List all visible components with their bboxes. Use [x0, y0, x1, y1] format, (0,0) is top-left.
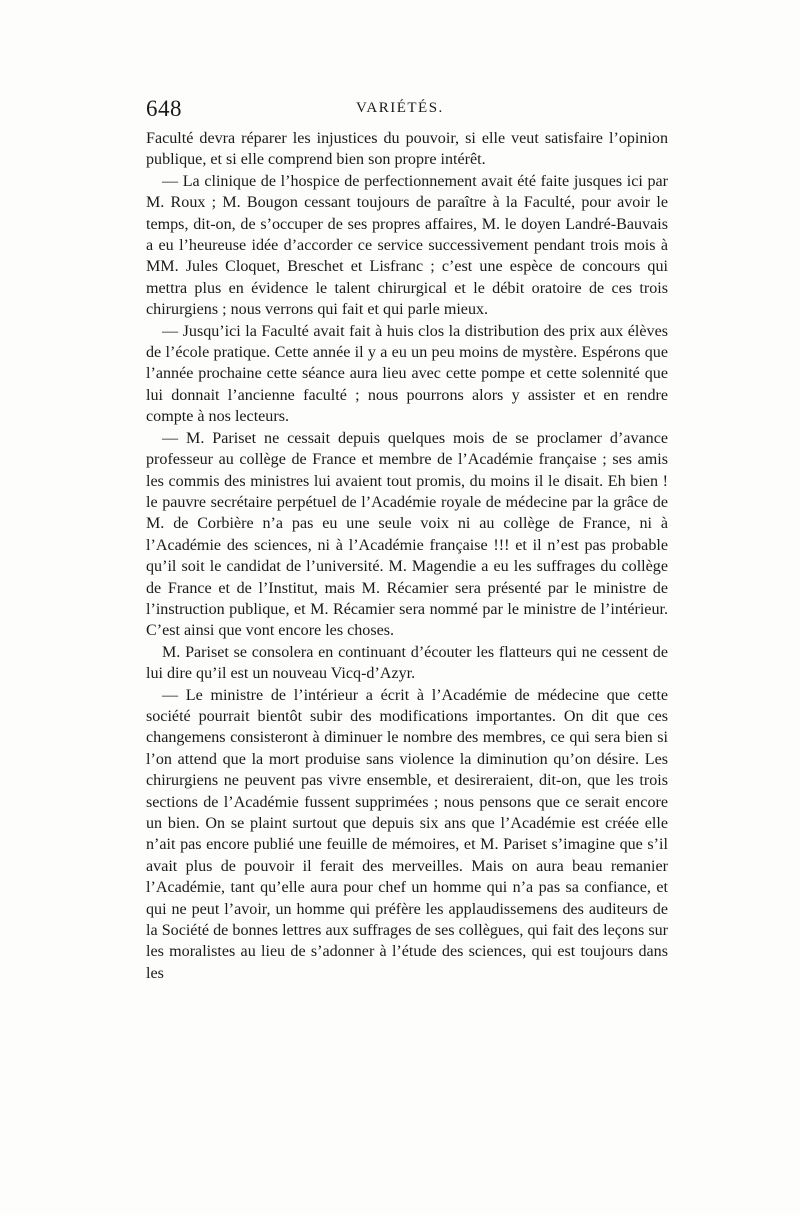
paragraph-pariset-consolera: M. Pariset se consolera en continuant d’écouter les flatteurs qui ne cessent de lui dire qu’il est un nouveau Vicq-d’Azyr. — [146, 643, 668, 683]
paragraph-distribution-prix: — Jusqu’ici la Faculté avait fait à huis clos la distribution des prix aux élèves de l’école pratique. Cette année il y a eu un peu moins de mystère. Espérons que l’année prochaine cette séance aura lieu avec cette pompe et cette solennité que lui donnait l’ancienne faculté ; nous pourrons alors y assister et en rendre compte à nos lecteurs. — [146, 322, 668, 426]
running-head: VARIÉTÉS. — [356, 100, 444, 116]
page-header — [146, 96, 670, 124]
paragraph-ministre-academie: — Le ministre de l’intérieur a écrit à l’Académie de médecine que cette société pourrait bientôt subir des modifications importantes. On dit que ces changemens consisteront à diminuer le nombre des membres, ce qui sera bien si l’on attend que la mort produise sans violence la diminution qu’on désire. Les chirurgiens ne peuvent pas vivre ensemble, et desireraient, dit-on, que les trois sections de l’Académie fussent supprimées ; nous pensons que ce serait encore un bien. On se plaint surtout que depuis six ans que l’Académie est créée elle n’ait pas encore publié une feuille de mémoires, et M. Pariset s’imagine que s’il avait plus de pouvoir il ferait des merveilles. Mais on aura beau remanier l’Académie, tant qu’elle aura pour chef un homme qui n’a pas sa confiance, et qui ne peut l’avoir, un homme qui préfère les applaudissemens des auditeurs de la Société de bonnes lettres aux suffrages de ses collègues, qui fait des leçons sur les moralistes au lieu de s’adonner à l’étude des sciences, qui est toujours dans les — [146, 686, 668, 982]
paragraph-clinique-hospice: — La clinique de l’hospice de perfectionnement avait été faite jusques ici par M. Roux ; M. Bougon cessant toujours de paraître à la Faculté, pour avoir le temps, dit-on, de s’occuper de ses propres affaires, M. le doyen Landré-Bauvais a eu l’heureuse idée d’accorder ce service successivement pendant trois mois à MM. Jules Cloquet, Breschet et Lisfranc ; c’est une espèce de concours qui mettra plus en évidence le talent chirurgical et le débit oratoire de ces trois chirurgiens ; nous verrons qui fait et qui parle mieux. — [146, 172, 668, 319]
paragraph-faculte-continuation: Faculté devra réparer les injustices du pouvoir, si elle veut satisfaire l’opinion publique, et si elle comprend bien son propre intérêt. — [146, 130, 668, 169]
paragraph-pariset-college: — M. Pariset ne cessait depuis quelques mois de se proclamer d’avance professeur au collège de France et membre de l’Académie française ; ses amis les commis des ministres lui avaient tout promis, du moins il le disait. Eh bien ! le pauvre secrétaire perpétuel de l’Académie royale de médecine par la grâce de M. de Corbière n’a pas eu une seule voix ni au collège de France, ni à l’Académie des sciences, ni à l’Académie française !!! et il n’est pas probable qu’il soit le candidat de l’université. M. Magendie a eu les suffrages du collège de France et de l’Institut, mais M. Récamier sera présenté par le ministre de l’instruction publique, et M. Récamier sera nommé par le ministre de l’intérieur. C’est ainsi que vont encore les choses. — [146, 429, 668, 640]
body-text — [146, 128, 668, 984]
page-number: 648 — [146, 96, 182, 121]
